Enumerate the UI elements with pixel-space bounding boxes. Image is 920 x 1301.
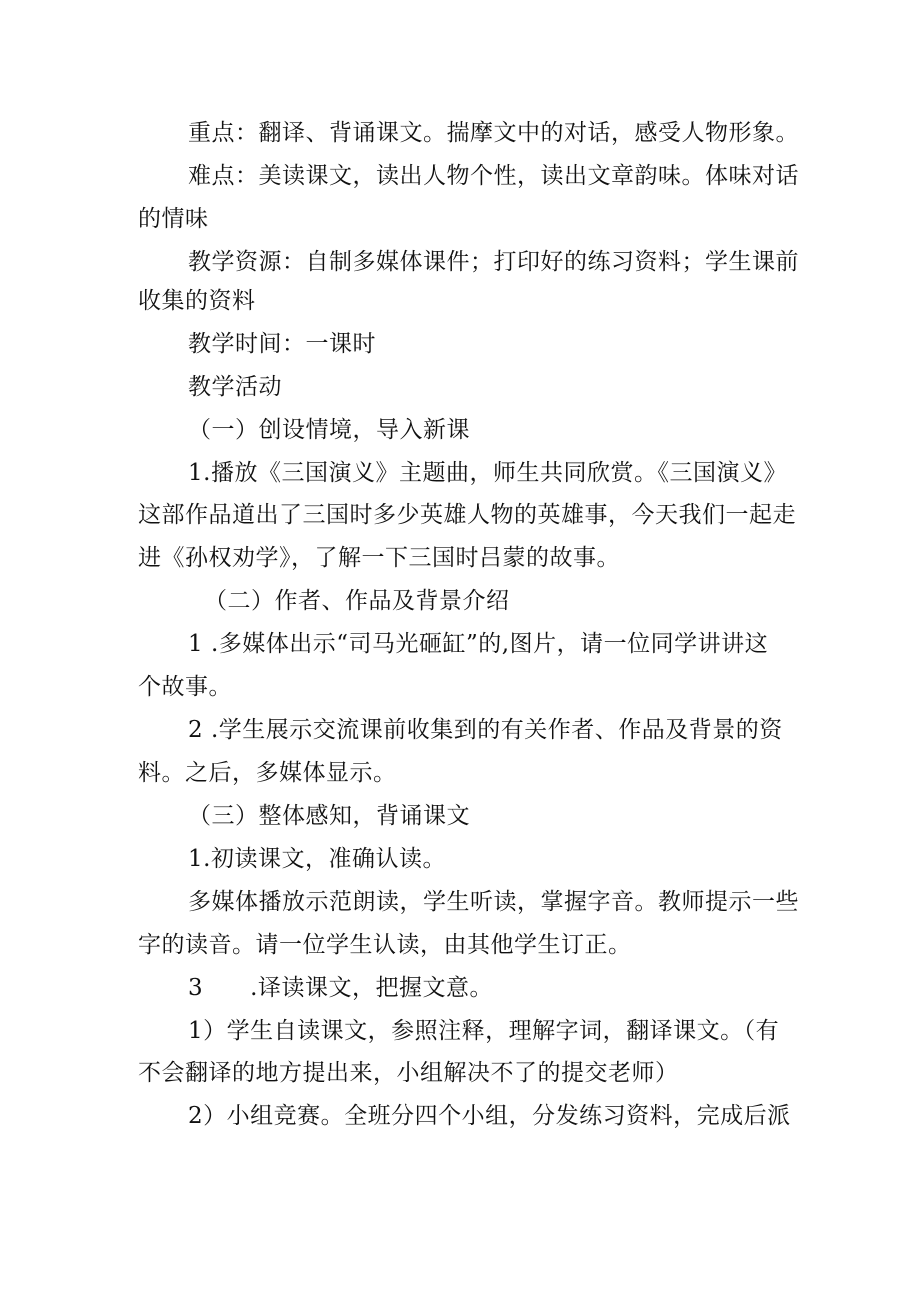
resources-line: 教学资源：自制多媒体课件；打印好的练习资料；学生课前 (188, 249, 799, 275)
teaching-activities-heading: 教学活动 (188, 374, 282, 400)
section-three-sub-item-1-cont: 不会翻译的地方提出来，小组解决不了的提交老师） (138, 1060, 679, 1086)
difficulty-line: 难点：美读课文，读出人物个性，读出文章韵味。体味对话 (188, 163, 799, 189)
difficulty-line-continued: 的情味 (138, 206, 209, 232)
section-three-heading: （三）整体感知，背诵课文 (188, 803, 470, 829)
section-two-item-2-cont: 料。之后，多媒体显示。 (138, 760, 397, 786)
section-one-item-1: 1.播放《三国演义》主题曲，师生共同欣赏。《三国演义》 (188, 460, 787, 486)
section-three-paragraph: 多媒体播放示范朗读，学生听读，掌握字音。教师提示一些 (188, 889, 799, 915)
resources-line-continued: 收集的资料 (138, 288, 256, 314)
section-two-item-1: 1 .多媒体出示“司马光砸缸”的,图片，请一位同学讲讲这 (188, 631, 769, 657)
section-two-item-1-cont: 个故事。 (138, 674, 232, 700)
section-two-item-2: 2 .学生展示交流课前收集到的有关作者、作品及背景的资 (188, 717, 783, 743)
section-one-heading: （一）创设情境，导入新课 (188, 417, 470, 443)
section-three-paragraph-cont: 字的读音。请一位学生认读，由其他学生订正。 (138, 932, 632, 958)
section-three-item-1: 1.初读课文，准确认读。 (188, 846, 446, 872)
section-one-item-1-cont-2: 进《孙权劝学》，了解一下三国时吕蒙的故事。 (138, 545, 620, 571)
section-two-heading: （二）作者、作品及背景介绍 (204, 588, 510, 614)
key-points-line: 重点：翻译、背诵课文。揣摩文中的对话，感受人物形象。 (188, 120, 799, 146)
section-three-sub-item-2: 2）小组竞赛。全班分四个小组，分发练习资料，完成后派 (188, 1103, 791, 1129)
section-three-sub-item-1: 1）学生自读课文，参照注释，理解字词，翻译课文。（有 (188, 1018, 780, 1044)
section-one-item-1-cont-1: 这部作品道出了三国时多少英雄人物的英雄事，今天我们一起走 (138, 502, 796, 528)
section-three-item-3: 3 .译读课文，把握文意。 (188, 975, 493, 1001)
teaching-time-line: 教学时间：一课时 (188, 331, 376, 357)
